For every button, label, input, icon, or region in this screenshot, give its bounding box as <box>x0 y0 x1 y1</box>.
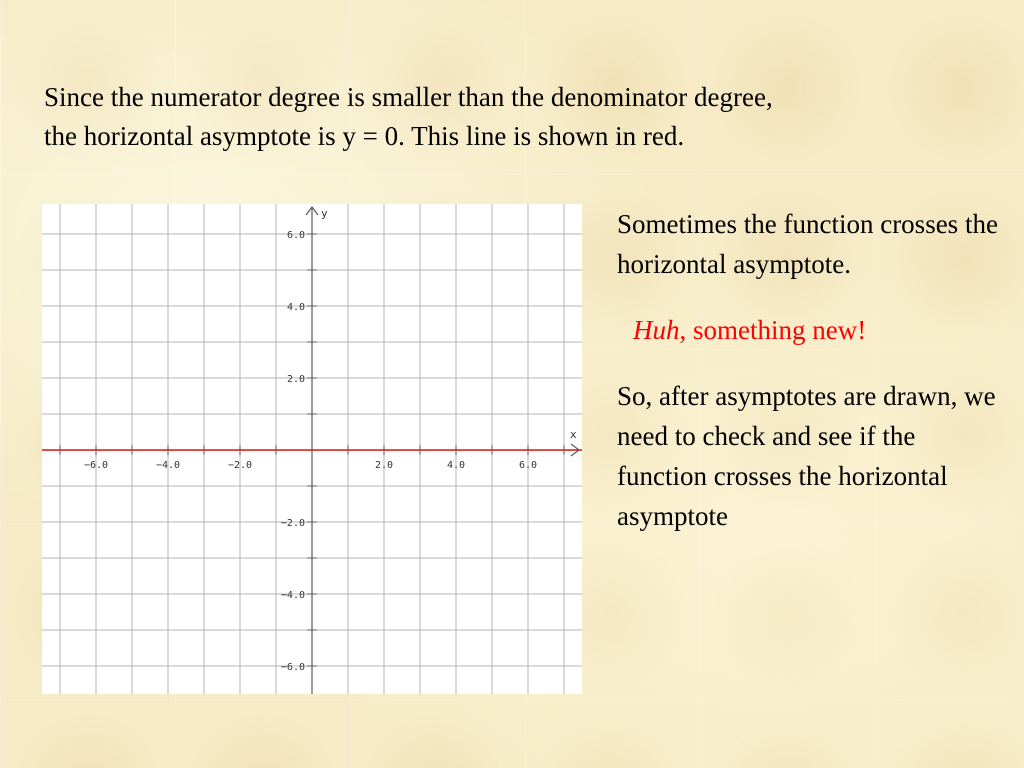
y-tick-label: −2.0 <box>280 518 305 529</box>
huh-word: Huh <box>633 315 680 345</box>
x-axis-label: x <box>570 428 577 441</box>
y-tick-label: 4.0 <box>286 302 305 313</box>
huh-note <box>617 310 1007 350</box>
x-tick-label: −4.0 <box>155 460 181 471</box>
y-tick-label: −4.0 <box>280 590 305 601</box>
x-tick-label: −2.0 <box>227 460 253 471</box>
explanation-panel <box>617 204 1007 536</box>
y-axis-label: y <box>321 207 328 220</box>
check-note: So, after asymptotes are drawn, we need to check and see if the function crosses the horizontal asymptote <box>617 381 996 531</box>
huh-rest: , something new! <box>679 315 867 345</box>
x-tick-label: 4.0 <box>446 460 466 471</box>
y-tick-label: 2.0 <box>286 374 305 385</box>
y-tick-label: −6.0 <box>280 662 305 673</box>
intro-text: Since the numerator degree is smaller than the denominator degree, the horizontal asymptote is y = 0. This line is shown in red. <box>44 82 773 151</box>
graph-svg <box>42 204 582 694</box>
x-tick-label: −6.0 <box>83 460 109 471</box>
x-tick-label: 6.0 <box>518 460 538 471</box>
y-tick-label: 6.0 <box>286 230 305 241</box>
x-tick-label: 2.0 <box>374 460 394 471</box>
asymptote-graph <box>42 204 582 694</box>
crosses-note: Sometimes the function crosses the horizontal asymptote. <box>617 209 998 279</box>
